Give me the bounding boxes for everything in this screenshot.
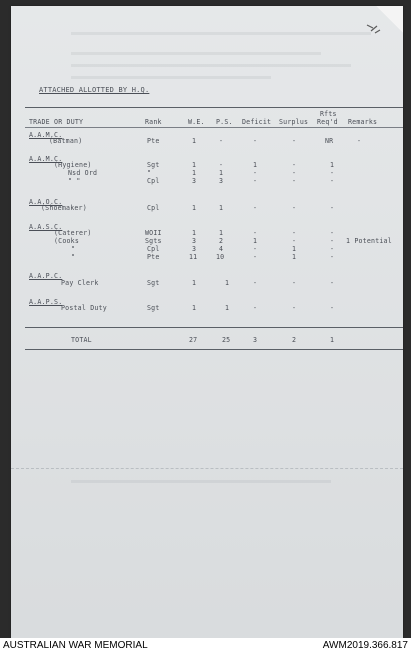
row-duty: (Caterer) xyxy=(54,229,92,237)
row-deficit: - xyxy=(253,169,258,177)
col-ps-header: P.S. xyxy=(216,118,233,126)
col-rfts-header: Rfts xyxy=(320,110,337,118)
show-through-line xyxy=(71,64,351,67)
row-duty: Nsd Ord xyxy=(68,169,98,177)
row-deficit: - xyxy=(253,279,258,287)
row-deficit: 1 xyxy=(253,237,258,245)
row-rfts: 1 xyxy=(330,161,335,169)
group-unit: A.A.M.C. xyxy=(29,131,63,139)
header-rule-bottom xyxy=(25,127,403,128)
total-label: TOTAL xyxy=(71,336,92,344)
row-surplus: - xyxy=(292,204,297,212)
show-through-line xyxy=(71,480,331,483)
row-we: 1 xyxy=(192,229,197,237)
row-we: 11 xyxy=(189,253,198,261)
row-rfts: - xyxy=(330,253,335,261)
row-ps: 1 xyxy=(219,229,224,237)
total-rule-bottom xyxy=(25,349,403,350)
row-rank: Sgt xyxy=(147,161,160,169)
total-deficit: 3 xyxy=(253,336,258,344)
row-we: 1 xyxy=(192,304,197,312)
group-unit: A.A.P.S. xyxy=(29,298,63,306)
row-rfts: - xyxy=(330,237,335,245)
col-trade-header: TRADE OR DUTY xyxy=(29,118,84,126)
row-we: 1 xyxy=(192,137,197,145)
row-duty: (Hygiene) xyxy=(54,161,92,169)
total-surplus: 2 xyxy=(292,336,297,344)
col-remarks-header: Remarks xyxy=(348,118,378,126)
row-rfts: NR xyxy=(325,137,334,145)
row-we: 1 xyxy=(192,161,197,169)
row-rank: Cpl xyxy=(147,177,160,185)
row-duty: Pay Clerk xyxy=(61,279,99,287)
row-duty: Postal Duty xyxy=(61,304,107,312)
row-rfts: - xyxy=(330,229,335,237)
row-deficit: - xyxy=(253,177,258,185)
row-rank: Cpl xyxy=(147,204,160,212)
row-rfts: - xyxy=(330,204,335,212)
row-surplus: - xyxy=(292,161,297,169)
row-rfts: - xyxy=(330,304,335,312)
row-rank: Cpl xyxy=(147,245,160,253)
row-rfts: - xyxy=(330,177,335,185)
row-remarks: - xyxy=(357,137,362,145)
document-heading: ATTACHED ALLOTTED BY H.Q. xyxy=(39,86,150,94)
show-through-line xyxy=(71,76,271,79)
row-ps: 1 xyxy=(219,204,224,212)
total-rfts: 1 xyxy=(330,336,335,344)
row-surplus: - xyxy=(292,169,297,177)
row-deficit: - xyxy=(253,245,258,253)
row-rank: Sgt xyxy=(147,304,160,312)
row-ps: 4 xyxy=(219,245,224,253)
col-we-header: W.E. xyxy=(188,118,205,126)
row-deficit: - xyxy=(253,304,258,312)
row-rank: WOII xyxy=(145,229,162,237)
show-through-line xyxy=(71,52,321,55)
group-unit: A.A.S.C. xyxy=(29,223,63,231)
row-rfts: - xyxy=(330,279,335,287)
row-rank: " xyxy=(147,169,152,177)
total-rule-top xyxy=(25,327,403,328)
row-remarks: 1 Potential xyxy=(346,237,392,245)
row-ps: - xyxy=(219,161,224,169)
col-deficit-header: Deficit xyxy=(242,118,272,126)
header-rule-top xyxy=(25,107,403,108)
col-reqd-header: Req'd xyxy=(317,118,338,126)
row-rank: Sgt xyxy=(147,279,160,287)
row-duty: (Batman) xyxy=(49,137,83,145)
row-surplus: - xyxy=(292,137,297,145)
group-unit: A.A.O.C. xyxy=(29,198,63,206)
row-rank: Pte xyxy=(147,137,160,145)
row-duty: " xyxy=(71,245,76,253)
row-rank: Pte xyxy=(147,253,160,261)
row-we: 1 xyxy=(192,169,197,177)
row-we: 3 xyxy=(192,177,197,185)
row-rfts: - xyxy=(330,169,335,177)
row-deficit: - xyxy=(253,204,258,212)
row-ps: 10 xyxy=(216,253,225,261)
row-duty: (Cooks xyxy=(54,237,80,245)
col-surplus-header: Surplus xyxy=(279,118,309,126)
row-deficit: - xyxy=(253,229,258,237)
row-rfts: - xyxy=(330,245,335,253)
row-duty: " xyxy=(71,253,76,261)
row-ps: 2 xyxy=(219,237,224,245)
row-deficit: - xyxy=(253,137,258,145)
row-deficit: 1 xyxy=(253,161,258,169)
show-through-line xyxy=(71,32,371,35)
row-surplus: 1 xyxy=(292,245,297,253)
footer-accession-number: AWM2019.366.817 xyxy=(322,640,408,651)
row-we: 1 xyxy=(192,279,197,287)
total-we: 27 xyxy=(189,336,198,344)
document-sheet xyxy=(11,6,403,638)
row-ps: - xyxy=(219,137,224,145)
row-surplus: - xyxy=(292,177,297,185)
row-surplus: - xyxy=(292,229,297,237)
row-duty: " " xyxy=(68,177,81,185)
row-ps: 1 xyxy=(225,304,230,312)
group-unit: A.A.P.C. xyxy=(29,272,63,280)
row-we: 1 xyxy=(192,204,197,212)
row-ps: 1 xyxy=(225,279,230,287)
footer-institution: AUSTRALIAN WAR MEMORIAL xyxy=(3,640,148,651)
row-surplus: - xyxy=(292,279,297,287)
total-ps: 25 xyxy=(222,336,231,344)
row-surplus: - xyxy=(292,237,297,245)
row-ps: 1 xyxy=(219,169,224,177)
group-unit: A.A.M.C. xyxy=(29,155,63,163)
row-we: 3 xyxy=(192,237,197,245)
fold-line xyxy=(11,468,403,469)
row-surplus: 1 xyxy=(292,253,297,261)
archive-footer xyxy=(0,638,411,653)
row-deficit: - xyxy=(253,253,258,261)
row-we: 3 xyxy=(192,245,197,253)
row-duty: (Shoemaker) xyxy=(41,204,87,212)
col-rank-header: Rank xyxy=(145,118,162,126)
row-surplus: - xyxy=(292,304,297,312)
row-rank: Sgts xyxy=(145,237,162,245)
row-ps: 3 xyxy=(219,177,224,185)
